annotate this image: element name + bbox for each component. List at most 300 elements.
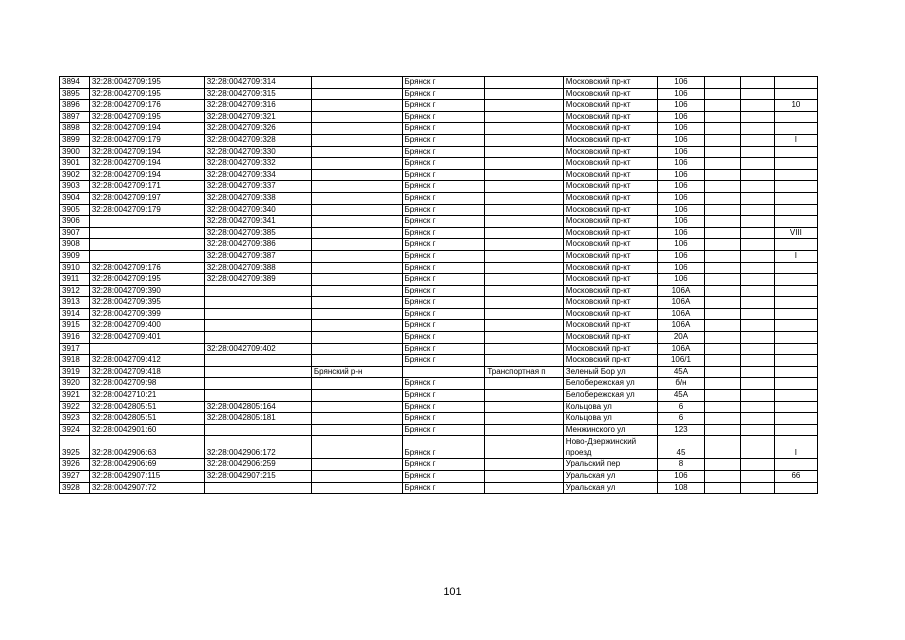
building-cell [705, 332, 740, 344]
cadastral-number-cell: 32:28:0042709:338 [204, 192, 311, 204]
street-cell: Московский пр-кт [563, 88, 657, 100]
apartment-cell [774, 332, 817, 344]
house-number-cell: 106 [657, 239, 705, 251]
parent-cadastral-number-cell: 32:28:0042709:399 [89, 308, 204, 320]
apartment-cell [774, 355, 817, 367]
structure-cell [740, 355, 774, 367]
apartment-cell [774, 413, 817, 425]
district-cell [311, 355, 402, 367]
city-cell: Брянск г [402, 111, 485, 123]
apartment-cell [774, 320, 817, 332]
row-number-cell: 3900 [60, 146, 90, 158]
settlement-cell: Транспортная п [485, 366, 563, 378]
building-cell [705, 482, 740, 494]
cadastral-number-cell: 32:28:0042709:314 [204, 77, 311, 89]
street-cell: Московский пр-кт [563, 227, 657, 239]
cadastral-number-cell: 32:28:0042709:332 [204, 158, 311, 170]
building-cell [705, 378, 740, 390]
cadastral-number-cell [204, 285, 311, 297]
building-cell [705, 285, 740, 297]
table-row [60, 158, 818, 170]
parent-cadastral-number-cell: 32:28:0042710:21 [89, 390, 204, 402]
structure-cell [740, 274, 774, 286]
house-number-cell: 106/1 [657, 355, 705, 367]
apartment-cell: I [774, 436, 817, 459]
structure-cell [740, 390, 774, 402]
row-number-cell: 3895 [60, 88, 90, 100]
parent-cadastral-number-cell: 32:28:0042709:194 [89, 123, 204, 135]
house-number-cell: 106А [657, 308, 705, 320]
structure-cell [740, 250, 774, 262]
district-cell [311, 320, 402, 332]
street-cell: Белобережская ул [563, 390, 657, 402]
district-cell [311, 436, 402, 459]
cadastral-number-cell: 32:28:0042805:164 [204, 401, 311, 413]
structure-cell [740, 111, 774, 123]
building-cell [705, 471, 740, 483]
city-cell: Брянск г [402, 192, 485, 204]
house-number-cell: 106 [657, 262, 705, 274]
table-row [60, 146, 818, 158]
apartment-cell: 66 [774, 471, 817, 483]
cadastral-number-cell [204, 424, 311, 436]
street-cell: Уральская ул [563, 482, 657, 494]
parent-cadastral-number-cell: 32:28:0042709:197 [89, 192, 204, 204]
table-row [60, 436, 818, 459]
building-cell [705, 146, 740, 158]
settlement-cell [485, 401, 563, 413]
structure-cell [740, 413, 774, 425]
building-cell [705, 401, 740, 413]
street-cell: Московский пр-кт [563, 320, 657, 332]
city-cell: Брянск г [402, 216, 485, 228]
city-cell: Брянск г [402, 297, 485, 309]
structure-cell [740, 158, 774, 170]
row-number-cell: 3898 [60, 123, 90, 135]
house-number-cell: 106А [657, 320, 705, 332]
cadastral-number-cell: 32:28:0042709:386 [204, 239, 311, 251]
parent-cadastral-number-cell: 32:28:0042709:194 [89, 146, 204, 158]
street-cell: Московский пр-кт [563, 285, 657, 297]
district-cell [311, 192, 402, 204]
cadastral-number-cell: 32:28:0042709:334 [204, 169, 311, 181]
street-cell: Кольцова ул [563, 413, 657, 425]
house-number-cell: б/н [657, 378, 705, 390]
structure-cell [740, 181, 774, 193]
house-number-cell: 6 [657, 413, 705, 425]
city-cell: Брянск г [402, 355, 485, 367]
row-number-cell: 3927 [60, 471, 90, 483]
street-cell: Московский пр-кт [563, 77, 657, 89]
row-number-cell: 3914 [60, 308, 90, 320]
city-cell: Брянск г [402, 204, 485, 216]
table-row [60, 390, 818, 402]
parent-cadastral-number-cell: 32:28:0042709:194 [89, 158, 204, 170]
cadastral-number-cell: 32:28:0042709:402 [204, 343, 311, 355]
street-cell: Московский пр-кт [563, 169, 657, 181]
district-cell [311, 239, 402, 251]
parent-cadastral-number-cell: 32:28:0042709:176 [89, 100, 204, 112]
house-number-cell: 106 [657, 192, 705, 204]
apartment-cell [774, 390, 817, 402]
table-row [60, 424, 818, 436]
row-number-cell: 3905 [60, 204, 90, 216]
table-row [60, 459, 818, 471]
row-number-cell: 3923 [60, 413, 90, 425]
parent-cadastral-number-cell: 32:28:0042906:63 [89, 436, 204, 459]
table-row [60, 204, 818, 216]
city-cell: Брянск г [402, 459, 485, 471]
building-cell [705, 320, 740, 332]
district-cell [311, 378, 402, 390]
settlement-cell [485, 436, 563, 459]
row-number-cell: 3901 [60, 158, 90, 170]
table-row [60, 482, 818, 494]
cadastral-number-cell: 32:28:0042805:181 [204, 413, 311, 425]
building-cell [705, 134, 740, 146]
house-number-cell: 106 [657, 123, 705, 135]
row-number-cell: 3928 [60, 482, 90, 494]
house-number-cell: 106 [657, 158, 705, 170]
table-row [60, 297, 818, 309]
district-cell [311, 111, 402, 123]
table-row [60, 227, 818, 239]
street-cell: Московский пр-кт [563, 355, 657, 367]
table-row [60, 88, 818, 100]
table-row [60, 274, 818, 286]
cadastral-number-cell [204, 355, 311, 367]
apartment-cell [774, 192, 817, 204]
settlement-cell [485, 320, 563, 332]
city-cell: Брянск г [402, 285, 485, 297]
settlement-cell [485, 308, 563, 320]
structure-cell [740, 436, 774, 459]
apartment-cell [774, 378, 817, 390]
cadastral-number-cell: 32:28:0042709:340 [204, 204, 311, 216]
parent-cadastral-number-cell: 32:28:0042709:176 [89, 262, 204, 274]
settlement-cell [485, 274, 563, 286]
table-row [60, 123, 818, 135]
street-cell: Московский пр-кт [563, 239, 657, 251]
structure-cell [740, 216, 774, 228]
cadastral-number-cell: 32:28:0042709:389 [204, 274, 311, 286]
structure-cell [740, 239, 774, 251]
page-number: 101 [443, 586, 462, 598]
city-cell: Брянск г [402, 250, 485, 262]
building-cell [705, 297, 740, 309]
row-number-cell: 3925 [60, 436, 90, 459]
apartment-cell [774, 343, 817, 355]
parent-cadastral-number-cell: 32:28:0042709:179 [89, 204, 204, 216]
city-cell: Брянск г [402, 158, 485, 170]
district-cell [311, 390, 402, 402]
table-row [60, 216, 818, 228]
settlement-cell [485, 262, 563, 274]
street-cell: Московский пр-кт [563, 100, 657, 112]
settlement-cell [485, 111, 563, 123]
street-cell: Московский пр-кт [563, 250, 657, 262]
house-number-cell: 6 [657, 401, 705, 413]
apartment-cell: VIII [774, 227, 817, 239]
row-number-cell: 3907 [60, 227, 90, 239]
row-number-cell: 3917 [60, 343, 90, 355]
parent-cadastral-number-cell: 32:28:0042709:194 [89, 169, 204, 181]
row-number-cell: 3918 [60, 355, 90, 367]
district-cell [311, 181, 402, 193]
parent-cadastral-number-cell [89, 216, 204, 228]
structure-cell [740, 146, 774, 158]
settlement-cell [485, 227, 563, 239]
street-cell: Московский пр-кт [563, 123, 657, 135]
building-cell [705, 355, 740, 367]
row-number-cell: 3897 [60, 111, 90, 123]
structure-cell [740, 192, 774, 204]
city-cell: Брянск г [402, 308, 485, 320]
city-cell [402, 366, 485, 378]
parent-cadastral-number-cell: 32:28:0042709:195 [89, 274, 204, 286]
structure-cell [740, 320, 774, 332]
cadastral-number-cell: 32:28:0042709:385 [204, 227, 311, 239]
house-number-cell: 106 [657, 471, 705, 483]
building-cell [705, 227, 740, 239]
settlement-cell [485, 482, 563, 494]
district-cell [311, 250, 402, 262]
cadastral-number-cell [204, 320, 311, 332]
house-number-cell: 45А [657, 366, 705, 378]
settlement-cell [485, 239, 563, 251]
street-cell: Московский пр-кт [563, 204, 657, 216]
parent-cadastral-number-cell: 32:28:0042709:179 [89, 134, 204, 146]
parent-cadastral-number-cell [89, 227, 204, 239]
building-cell [705, 250, 740, 262]
house-number-cell: 106 [657, 250, 705, 262]
parent-cadastral-number-cell: 32:28:0042709:418 [89, 366, 204, 378]
cadastral-number-cell [204, 366, 311, 378]
street-cell: Московский пр-кт [563, 343, 657, 355]
structure-cell [740, 204, 774, 216]
district-cell [311, 274, 402, 286]
apartment-cell [774, 285, 817, 297]
apartment-cell [774, 239, 817, 251]
cadastral-number-cell: 32:28:0042709:321 [204, 111, 311, 123]
district-cell [311, 482, 402, 494]
structure-cell [740, 378, 774, 390]
district-cell [311, 343, 402, 355]
house-number-cell: 106 [657, 88, 705, 100]
structure-cell [740, 297, 774, 309]
row-number-cell: 3903 [60, 181, 90, 193]
building-cell [705, 77, 740, 89]
parent-cadastral-number-cell: 32:28:0042907:115 [89, 471, 204, 483]
street-cell: Зеленый Бор ул [563, 366, 657, 378]
city-cell: Брянск г [402, 413, 485, 425]
apartment-cell [774, 123, 817, 135]
street-cell: Московский пр-кт [563, 332, 657, 344]
house-number-cell: 106 [657, 216, 705, 228]
street-cell: Московский пр-кт [563, 274, 657, 286]
district-cell [311, 88, 402, 100]
street-cell: Ново-Дзержинский проезд [563, 436, 657, 459]
apartment-cell [774, 262, 817, 274]
row-number-cell: 3921 [60, 390, 90, 402]
settlement-cell [485, 169, 563, 181]
settlement-cell [485, 181, 563, 193]
apartment-cell [774, 169, 817, 181]
street-cell: Московский пр-кт [563, 297, 657, 309]
row-number-cell: 3912 [60, 285, 90, 297]
cadastral-number-cell [204, 390, 311, 402]
street-cell: Уральская ул [563, 471, 657, 483]
city-cell: Брянск г [402, 378, 485, 390]
apartment-cell [774, 459, 817, 471]
table-row [60, 239, 818, 251]
settlement-cell [485, 424, 563, 436]
table-row [60, 192, 818, 204]
row-number-cell: 3910 [60, 262, 90, 274]
cadastral-number-cell [204, 297, 311, 309]
building-cell [705, 459, 740, 471]
street-cell: Московский пр-кт [563, 192, 657, 204]
street-cell: Московский пр-кт [563, 134, 657, 146]
table-row [60, 401, 818, 413]
parent-cadastral-number-cell: 32:28:0042907:72 [89, 482, 204, 494]
table-row [60, 320, 818, 332]
building-cell [705, 100, 740, 112]
apartment-cell [774, 204, 817, 216]
city-cell: Брянск г [402, 181, 485, 193]
building-cell [705, 343, 740, 355]
district-cell [311, 77, 402, 89]
street-cell: Белобережская ул [563, 378, 657, 390]
house-number-cell: 106 [657, 111, 705, 123]
parent-cadastral-number-cell: 32:28:0042709:195 [89, 111, 204, 123]
cadastral-number-cell: 32:28:0042709:388 [204, 262, 311, 274]
settlement-cell [485, 204, 563, 216]
structure-cell [740, 100, 774, 112]
settlement-cell [485, 100, 563, 112]
table-row [60, 343, 818, 355]
table-row [60, 250, 818, 262]
parent-cadastral-number-cell: 32:28:0042709:171 [89, 181, 204, 193]
cadastral-number-cell: 32:28:0042709:330 [204, 146, 311, 158]
city-cell: Брянск г [402, 227, 485, 239]
parent-cadastral-number-cell: 32:28:0042709:195 [89, 88, 204, 100]
structure-cell [740, 424, 774, 436]
city-cell: Брянск г [402, 169, 485, 181]
city-cell: Брянск г [402, 471, 485, 483]
district-cell [311, 332, 402, 344]
settlement-cell [485, 378, 563, 390]
building-cell [705, 390, 740, 402]
building-cell [705, 204, 740, 216]
district-cell [311, 158, 402, 170]
district-cell [311, 123, 402, 135]
parent-cadastral-number-cell: 32:28:0042709:401 [89, 332, 204, 344]
parent-cadastral-number-cell: 32:28:0042709:98 [89, 378, 204, 390]
structure-cell [740, 262, 774, 274]
settlement-cell [485, 297, 563, 309]
settlement-cell [485, 355, 563, 367]
house-number-cell: 106А [657, 343, 705, 355]
street-cell: Московский пр-кт [563, 262, 657, 274]
building-cell [705, 239, 740, 251]
apartment-cell [774, 146, 817, 158]
house-number-cell: 106 [657, 100, 705, 112]
house-number-cell: 123 [657, 424, 705, 436]
parent-cadastral-number-cell [89, 250, 204, 262]
settlement-cell [485, 216, 563, 228]
settlement-cell [485, 332, 563, 344]
building-cell [705, 169, 740, 181]
settlement-cell [485, 459, 563, 471]
cadastral-number-cell: 32:28:0042709:328 [204, 134, 311, 146]
row-number-cell: 3926 [60, 459, 90, 471]
table-row [60, 332, 818, 344]
district-cell [311, 146, 402, 158]
settlement-cell [485, 285, 563, 297]
apartment-cell [774, 308, 817, 320]
row-number-cell: 3916 [60, 332, 90, 344]
building-cell [705, 436, 740, 459]
cadastral-number-cell: 32:28:0042709:316 [204, 100, 311, 112]
apartment-cell [774, 77, 817, 89]
city-cell: Брянск г [402, 436, 485, 459]
settlement-cell [485, 158, 563, 170]
settlement-cell [485, 146, 563, 158]
parent-cadastral-number-cell: 32:28:0042901:60 [89, 424, 204, 436]
settlement-cell [485, 471, 563, 483]
parent-cadastral-number-cell: 32:28:0042709:390 [89, 285, 204, 297]
structure-cell [740, 227, 774, 239]
building-cell [705, 424, 740, 436]
district-cell [311, 216, 402, 228]
house-number-cell: 106А [657, 285, 705, 297]
cadastral-number-cell [204, 378, 311, 390]
building-cell [705, 262, 740, 274]
apartment-cell [774, 401, 817, 413]
building-cell [705, 111, 740, 123]
parent-cadastral-number-cell [89, 343, 204, 355]
apartment-cell [774, 216, 817, 228]
city-cell: Брянск г [402, 123, 485, 135]
apartment-cell [774, 158, 817, 170]
street-cell: Московский пр-кт [563, 111, 657, 123]
cadastral-number-cell [204, 482, 311, 494]
building-cell [705, 366, 740, 378]
structure-cell [740, 343, 774, 355]
city-cell: Брянск г [402, 332, 485, 344]
table-row [60, 181, 818, 193]
table-row [60, 378, 818, 390]
settlement-cell [485, 77, 563, 89]
structure-cell [740, 332, 774, 344]
structure-cell [740, 285, 774, 297]
row-number-cell: 3913 [60, 297, 90, 309]
table-row [60, 471, 818, 483]
district-cell [311, 100, 402, 112]
structure-cell [740, 77, 774, 89]
street-cell: Московский пр-кт [563, 181, 657, 193]
district-cell [311, 285, 402, 297]
cadastral-number-cell: 32:28:0042906:172 [204, 436, 311, 459]
city-cell: Брянск г [402, 239, 485, 251]
house-number-cell: 106 [657, 181, 705, 193]
house-number-cell: 106 [657, 204, 705, 216]
house-number-cell: 106 [657, 77, 705, 89]
house-number-cell: 106 [657, 146, 705, 158]
cadastral-number-cell: 32:28:0042709:337 [204, 181, 311, 193]
city-cell: Брянск г [402, 100, 485, 112]
